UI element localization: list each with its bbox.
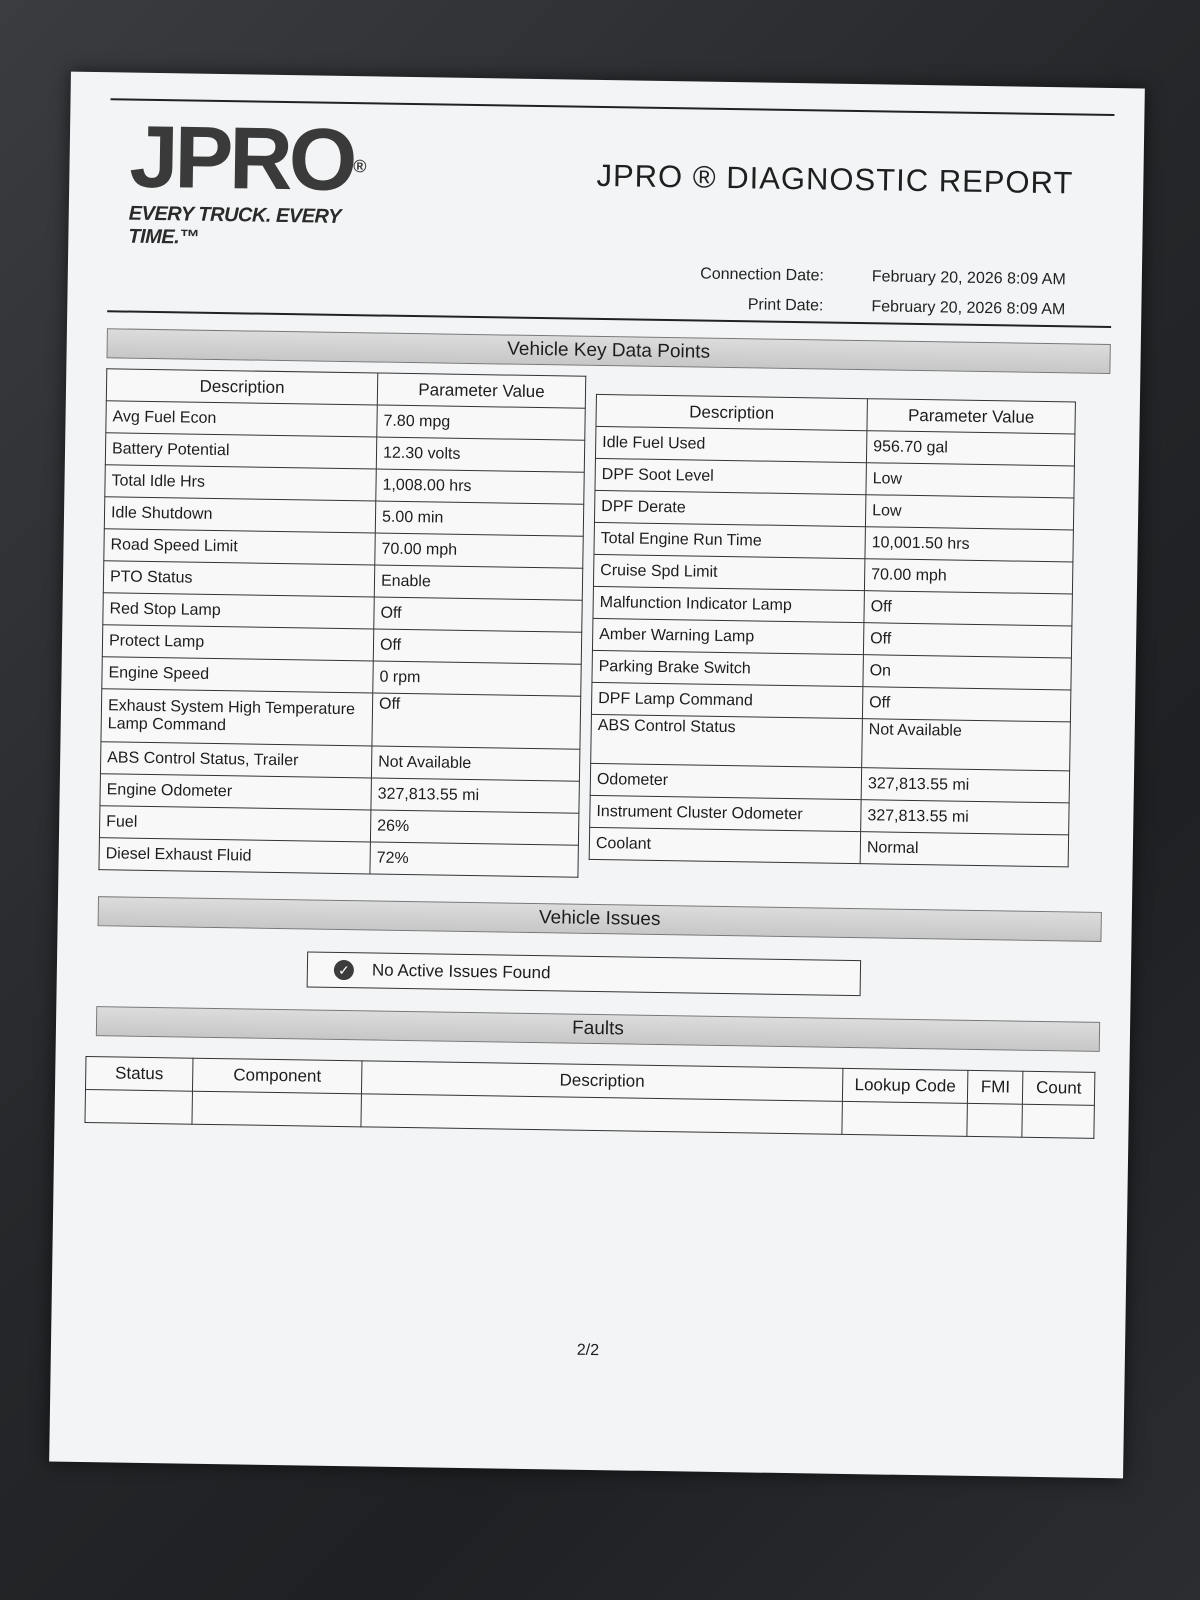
column-header-value: Parameter Value [377, 373, 585, 408]
parameter-description: Engine Odometer [100, 774, 371, 810]
faults-column-header: FMI [968, 1070, 1024, 1104]
faults-column-header: Lookup Code [842, 1068, 968, 1103]
faults-column-header: Component [192, 1058, 362, 1094]
parameter-description: Engine Speed [102, 657, 373, 693]
parameter-description: DPF Derate [594, 490, 865, 526]
parameter-value: 70.00 mph [375, 533, 583, 568]
parameter-value: Off [863, 623, 1071, 658]
parameter-value: 7.80 mpg [377, 405, 585, 440]
parameter-description: Avg Fuel Econ [106, 401, 377, 437]
parameter-description: Odometer [590, 763, 861, 799]
logo-tagline: EVERY TRUCK. EVERY TIME.™ [128, 202, 341, 249]
vehicle-issues-section-header: Vehicle Issues [98, 896, 1102, 942]
report-page [49, 72, 1145, 1479]
parameter-value: 26% [370, 810, 578, 845]
print-date-value: February 20, 2026 8:09 AM [871, 298, 1066, 319]
parameter-value: 10,001.50 hrs [865, 527, 1073, 562]
parameter-value: Not Available [371, 746, 579, 781]
parameter-value: On [863, 655, 1071, 690]
parameter-value: 70.00 mph [864, 559, 1072, 594]
parameter-description: Total Engine Run Time [594, 522, 865, 558]
parameter-value: 12.30 volts [376, 437, 584, 472]
page-number: 2/2 [576, 1341, 600, 1360]
faults-empty-cell [1022, 1104, 1094, 1138]
parameter-description: DPF Soot Level [595, 458, 866, 494]
parameter-value: Off [372, 693, 581, 749]
parameter-description: ABS Control Status, Trailer [100, 742, 371, 778]
parameter-description: Idle Shutdown [104, 497, 375, 533]
parameter-value: Not Available [862, 719, 1071, 771]
table-row [589, 827, 1068, 867]
table-row [591, 714, 1071, 771]
parameter-description: Cruise Spd Limit [593, 554, 864, 590]
table-row [99, 838, 578, 878]
parameter-description: Idle Fuel Used [595, 426, 866, 462]
faults-column-header: Status [85, 1057, 192, 1092]
parameter-value: 72% [370, 842, 578, 877]
key-data-left-body [99, 401, 585, 877]
parameter-description: PTO Status [103, 561, 374, 597]
faults-section-header: Faults [96, 1006, 1100, 1052]
check-circle-icon: ✓ [334, 960, 354, 980]
jpro-logo [128, 106, 390, 253]
issues-message: No Active Issues Found [371, 960, 551, 983]
report-dates [683, 259, 1072, 325]
parameter-description: Amber Warning Lamp [592, 618, 863, 654]
parameter-description: DPF Lamp Command [591, 682, 862, 718]
key-data-table-right [589, 394, 1076, 867]
parameter-value: Enable [374, 565, 582, 600]
parameter-description: ABS Control Status [591, 714, 863, 767]
parameter-description: Parking Brake Switch [592, 650, 863, 686]
parameter-description: Fuel [99, 806, 370, 842]
parameter-description: Diesel Exhaust Fluid [99, 838, 370, 874]
faults-empty-cell [192, 1091, 362, 1127]
parameter-description: Total Idle Hrs [105, 465, 376, 501]
parameter-description: Protect Lamp [102, 625, 373, 661]
parameter-value: Off [862, 687, 1070, 722]
parameter-value: Low [866, 463, 1074, 498]
parameter-value: 327,813.55 mi [371, 778, 579, 813]
parameter-value: Low [865, 495, 1073, 530]
key-data-table-left [98, 368, 586, 877]
report-title: JPRO ® DIAGNOSTIC REPORT [596, 157, 1074, 201]
faults-table [84, 1056, 1095, 1139]
issues-status-box [307, 951, 861, 996]
column-header-description: Description [596, 394, 867, 430]
parameter-value: 1,008.00 hrs [376, 469, 584, 504]
parameter-description: Instrument Cluster Odometer [590, 795, 861, 831]
logo-text: JPRO [128, 106, 355, 210]
parameter-value: 5.00 min [375, 501, 583, 536]
table-row [101, 689, 581, 750]
faults-empty-cell [967, 1103, 1023, 1137]
faults-empty-cell [361, 1094, 842, 1135]
parameter-value: Normal [860, 832, 1068, 867]
faults-column-header: Description [362, 1061, 843, 1102]
parameter-description: Exhaust System High Temperature Lamp Command [101, 689, 373, 746]
parameter-description: Road Speed Limit [104, 529, 375, 565]
parameter-description: Red Stop Lamp [103, 593, 374, 629]
column-header-value: Parameter Value [867, 399, 1075, 434]
parameter-value: Off [373, 629, 581, 664]
column-header-description: Description [106, 369, 377, 405]
parameter-value: 956.70 gal [866, 431, 1074, 466]
parameter-description: Battery Potential [105, 433, 376, 469]
parameter-value: 0 rpm [373, 661, 581, 696]
parameter-description: Malfunction Indicator Lamp [593, 586, 864, 622]
key-data-section-header: Vehicle Key Data Points [106, 328, 1110, 374]
parameter-value: 327,813.55 mi [861, 800, 1069, 835]
key-data-right-body [589, 426, 1075, 866]
connection-date-label: Connection Date: [700, 265, 824, 285]
connection-date-value: February 20, 2026 8:09 AM [871, 268, 1066, 289]
logo-registered-mark: ® [353, 156, 367, 177]
print-date-label: Print Date: [747, 296, 824, 315]
parameter-value: Off [864, 591, 1072, 626]
faults-empty-cell [85, 1090, 192, 1125]
parameter-value: 327,813.55 mi [861, 768, 1069, 803]
parameter-value: Off [374, 597, 582, 632]
faults-empty-cell [842, 1101, 968, 1136]
faults-column-header: Count [1023, 1071, 1095, 1105]
parameter-description: Coolant [589, 827, 860, 863]
